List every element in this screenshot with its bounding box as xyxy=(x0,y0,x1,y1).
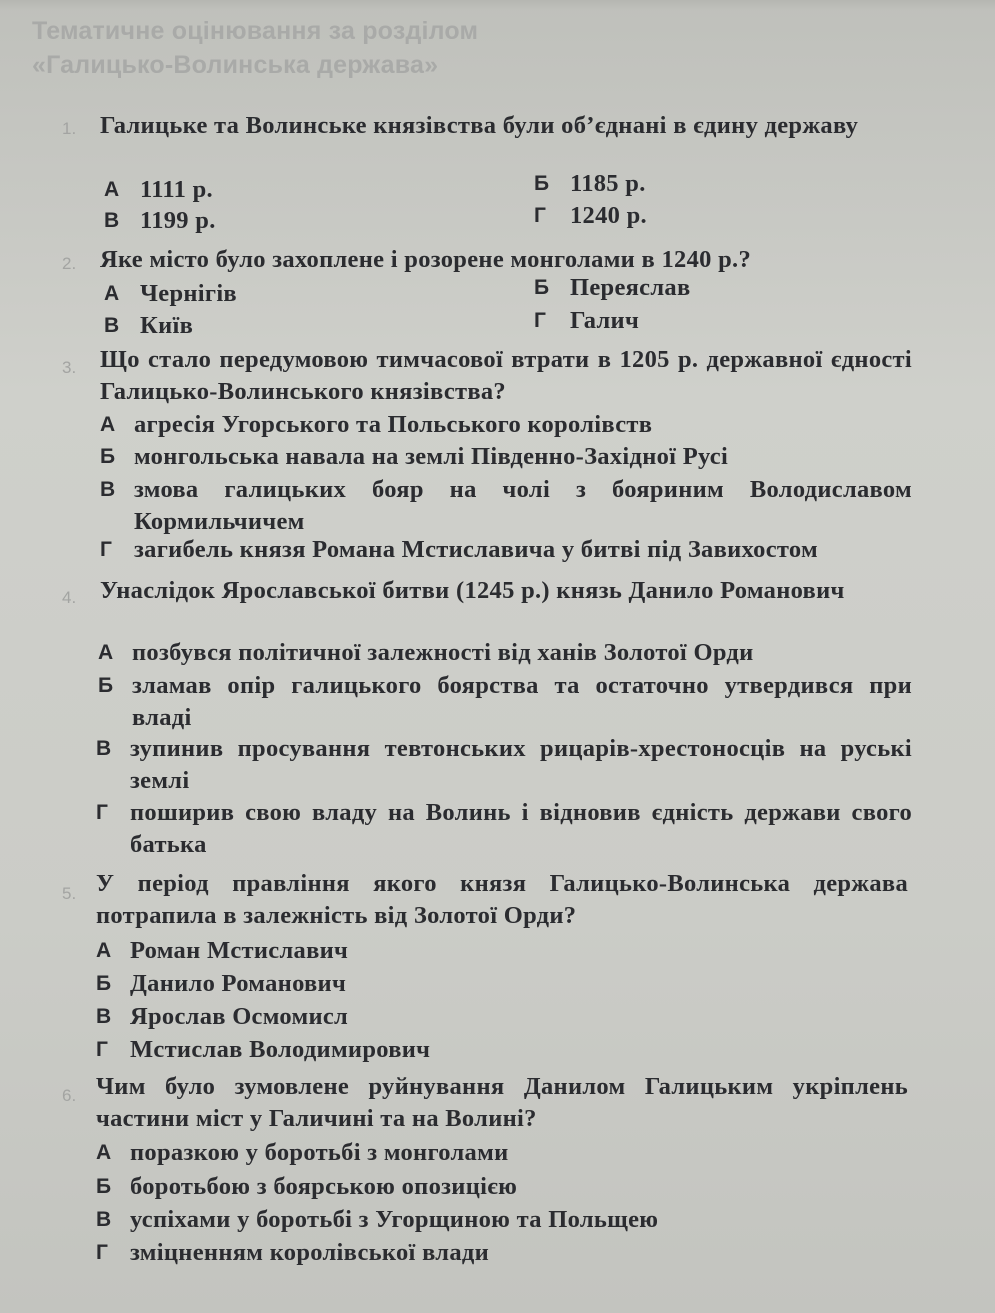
option-letter: Б xyxy=(96,1175,112,1198)
option-text: зупинив просування тевтонських рицарів-хрестоносців на руські землі xyxy=(130,735,912,794)
option-text: Роман Мстиславич xyxy=(130,937,349,964)
option-letter: Б xyxy=(96,972,112,995)
option-letter: Б xyxy=(534,172,550,195)
option-letter: А xyxy=(98,641,114,664)
section-heading xyxy=(32,14,478,82)
option-letter: В xyxy=(100,478,116,501)
option-letter: Г xyxy=(534,309,547,332)
option-letter: Г xyxy=(100,538,113,561)
option-text: успіхами у боротьбі з Угорщиною та Польщею xyxy=(130,1206,659,1233)
question-number: 5. xyxy=(62,884,77,903)
option-text: поразкою у боротьбі з монголами xyxy=(130,1139,509,1166)
option-letter: В xyxy=(96,1208,112,1231)
option-text: змова галицьких бояр на чолі з бояриним Володиславом Кормильчичем xyxy=(134,476,912,535)
heading-line-2: «Галицько-Волинська держава» xyxy=(32,51,439,79)
question-number: 4. xyxy=(62,588,77,607)
option-text: поширив свою владу на Волинь і відновив єдність держави свого батька xyxy=(130,799,912,858)
option-letter: В xyxy=(96,737,112,760)
option-text: Переяслав xyxy=(570,274,691,301)
page-top-edge xyxy=(0,0,995,10)
option-letter: Г xyxy=(96,1241,109,1264)
question-number: 3. xyxy=(62,358,77,377)
option-text: Ярослав Осмомисл xyxy=(130,1003,349,1030)
option-text: 1111 р. xyxy=(140,176,213,203)
option-text: Галич xyxy=(570,307,640,334)
option-letter: Г xyxy=(96,801,109,824)
question-number: 1. xyxy=(62,119,77,138)
option-text: зміцненням королівської влади xyxy=(130,1239,489,1266)
question-text: Що стало передумовою тимчасової втрати в 1205 р. державної єдності Галицько-Волинського князівства? xyxy=(100,346,912,405)
question-number: 6. xyxy=(62,1086,77,1105)
option-letter: В xyxy=(104,314,120,337)
option-text: агресія Угорського та Польського королівств xyxy=(134,411,653,438)
question-text: Унаслідок Ярославської битви (1245 р.) князь Данило Романович xyxy=(100,577,845,604)
option-text: 1185 р. xyxy=(570,170,646,197)
heading-line-1: Тематичне оцінювання за розділом xyxy=(32,17,479,45)
option-letter: А xyxy=(104,178,120,201)
option-text: 1240 р. xyxy=(570,202,647,229)
option-text: монгольська навала на землі Південно-Західної Русі xyxy=(134,443,729,470)
option-letter: А xyxy=(96,939,112,962)
option-text: загибель князя Романа Мстиславича у битві під Завихостом xyxy=(134,536,818,563)
question-text: Яке місто було захоплене і розорене монголами в 1240 р.? xyxy=(100,246,751,273)
option-letter: Г xyxy=(534,204,547,227)
option-letter: Б xyxy=(100,445,116,468)
option-letter: В xyxy=(96,1005,112,1028)
option-text: Мстислав Володимирович xyxy=(130,1036,431,1063)
option-letter: Б xyxy=(534,276,550,299)
question-text: Чим було зумовлене руйнування Данилом Галицьким укріплень частини міст у Галичині та на Волині? xyxy=(96,1073,908,1132)
question-text: Галицьке та Волинське князівства були об’єднані в єдину державу xyxy=(100,112,859,139)
question-text: У період правління якого князя Галицько-Волинська держава потрапила в залежність від Золотої Орди? xyxy=(96,870,908,929)
option-letter: Г xyxy=(96,1038,109,1061)
option-letter: Б xyxy=(98,674,114,697)
option-letter: В xyxy=(104,209,120,232)
option-text: Київ xyxy=(140,312,194,339)
option-text: зламав опір галицького боярства та остаточно утвердився при владі xyxy=(132,672,912,731)
option-text: Данило Романович xyxy=(130,970,347,997)
option-letter: А xyxy=(96,1141,112,1164)
question-number: 2. xyxy=(62,254,77,273)
option-text: Чернігів xyxy=(140,280,237,307)
option-text: позбувся політичної залежності від ханів Золотої Орди xyxy=(132,639,754,666)
option-text: 1199 р. xyxy=(140,207,216,234)
option-letter: А xyxy=(104,282,120,305)
option-letter: А xyxy=(100,413,116,436)
option-text: боротьбою з боярською опозицією xyxy=(130,1173,518,1200)
